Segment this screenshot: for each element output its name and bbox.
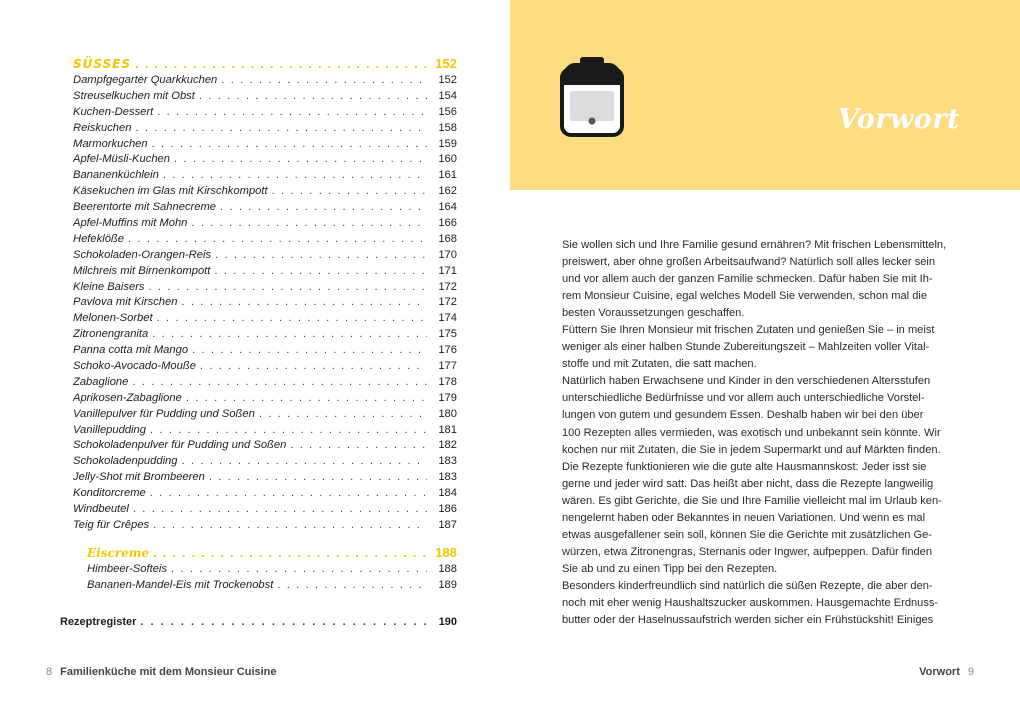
toc-entry-title: Milchreis mit Birnenkompott bbox=[73, 264, 211, 277]
toc-entry-title: Aprikosen-Zabaglione bbox=[73, 391, 182, 404]
body-line: butter oder der Haselnussaufstrich werden sicher ein Frühstückshit! Einiges bbox=[562, 614, 934, 627]
toc-entry[interactable] bbox=[73, 122, 457, 138]
toc-entry-page: 183 bbox=[438, 455, 457, 468]
toc-heading-title: Eiscreme bbox=[87, 545, 150, 560]
toc-entry-page: 174 bbox=[438, 312, 457, 325]
running-title: Familienküche mit dem Monsieur Cuisine bbox=[60, 666, 277, 678]
toc-entry-title: Reiskuchen bbox=[73, 121, 132, 134]
toc-entry[interactable] bbox=[73, 503, 457, 519]
toc-entry-page: 168 bbox=[438, 232, 457, 245]
toc-entry-title: Pavlova mit Kirschen bbox=[73, 296, 178, 309]
toc-entry-title: Marmorkuchen bbox=[73, 137, 148, 150]
toc-entry[interactable] bbox=[73, 217, 457, 233]
toc-entry-title: Apfel-Müsli-Kuchen bbox=[73, 153, 171, 166]
toc-entry-page: 184 bbox=[438, 487, 457, 500]
toc-entry-title: Windbeutel bbox=[73, 503, 129, 516]
toc-entry[interactable] bbox=[73, 408, 457, 424]
toc-entry[interactable] bbox=[73, 471, 457, 487]
toc-dot-leader bbox=[150, 424, 427, 436]
toc-entry-register[interactable] bbox=[60, 616, 457, 632]
body-line: noch mit eher wenig Haushaltszucker auskommen. Hausgemachte Erdnuss- bbox=[562, 596, 939, 609]
toc-dot-leader bbox=[214, 265, 427, 277]
toc-dot-leader bbox=[133, 503, 427, 515]
toc-entry[interactable] bbox=[73, 233, 457, 249]
toc-entry[interactable] bbox=[73, 519, 457, 535]
body-line: kochen nur mit Zutaten, die Sie in jedem Supermarkt und auf Märkten finden. bbox=[562, 443, 941, 456]
toc-dot-leader bbox=[181, 296, 427, 308]
toc-entry-title: Schokoladenpudding bbox=[73, 455, 178, 468]
toc-entry[interactable] bbox=[73, 312, 457, 328]
toc-entry-title: Vanillepudding bbox=[73, 423, 146, 436]
toc-entry[interactable] bbox=[87, 579, 457, 595]
body-line: preiswert, aber ohne großen Arbeitsaufwand? Natürlich soll alles lecker sein bbox=[562, 256, 936, 269]
toc-entry[interactable] bbox=[73, 138, 457, 154]
toc-entry-title: Streuselkuchen mit Obst bbox=[73, 89, 195, 102]
toc-entry-page: 189 bbox=[438, 578, 457, 591]
toc-entry-title: Dampfgegarter Quarkkuchen bbox=[73, 74, 218, 86]
toc-dot-leader bbox=[140, 616, 427, 628]
toc-entry-page: 161 bbox=[438, 169, 457, 182]
toc-entry-title: Melonen-Sorbet bbox=[73, 312, 153, 325]
toc-entry[interactable] bbox=[73, 201, 457, 217]
page-number: 9 bbox=[967, 666, 974, 678]
toc-entry-page: 176 bbox=[438, 344, 457, 357]
toc-entry-page: 166 bbox=[438, 217, 457, 230]
toc-entry[interactable] bbox=[73, 376, 457, 392]
toc-entry-title: Hefeklöße bbox=[73, 232, 124, 245]
toc-dot-leader bbox=[200, 360, 427, 372]
toc-entry[interactable] bbox=[73, 296, 457, 312]
toc-dot-leader bbox=[209, 471, 427, 483]
toc-entry-title: Beerentorte mit Sahnecreme bbox=[73, 201, 217, 214]
toc-entry-title: Schokoladen-Orangen-Reis bbox=[73, 248, 212, 261]
toc-entry[interactable] bbox=[73, 344, 457, 360]
footer-left bbox=[46, 666, 277, 678]
toc-entry-page: 180 bbox=[438, 407, 457, 420]
toc-dot-leader bbox=[153, 545, 427, 560]
toc-entry-title: Zitronengranita bbox=[73, 328, 149, 341]
toc-dot-leader bbox=[221, 74, 427, 86]
body-line: etwas ausgefallener sein soll, können Sie die Gerichte mit zusätzlichen Ge- bbox=[562, 528, 932, 541]
toc-entry-title: Schoko-Avocado-Mouße bbox=[73, 360, 196, 373]
toc-dot-leader bbox=[215, 249, 427, 261]
toc-entry-title: Teig für Crêpes bbox=[73, 518, 150, 531]
toc-entry-page: 164 bbox=[438, 201, 457, 214]
toc-entry[interactable] bbox=[73, 360, 457, 376]
table-of-contents bbox=[60, 56, 457, 632]
toc-entry-page: 159 bbox=[438, 137, 457, 150]
toc-entry-title: Rezeptregister bbox=[60, 615, 137, 628]
toc-dot-leader bbox=[132, 376, 427, 388]
toc-heading-title: SÜSSES bbox=[73, 57, 132, 71]
body-line: Besonders kinderfreundlich sind natürlich die süßen Rezepte, die aber den- bbox=[562, 579, 933, 592]
toc-entry-title: Konditorcreme bbox=[73, 487, 146, 500]
toc-dot-leader bbox=[186, 392, 427, 404]
toc-dot-leader bbox=[149, 281, 427, 293]
toc-dot-leader bbox=[163, 169, 427, 181]
body-line: und vor allem auch der ganzen Familie schmecken. Dafür haben Sie mit Ih- bbox=[562, 273, 933, 286]
cooking-machine-icon bbox=[560, 55, 624, 137]
toc-dot-leader bbox=[290, 439, 427, 451]
toc-dot-leader bbox=[220, 201, 427, 213]
toc-entry-title: Zabaglione bbox=[73, 375, 129, 388]
toc-dot-leader bbox=[277, 579, 427, 591]
toc-entry-page: 172 bbox=[438, 280, 457, 293]
toc-entry[interactable] bbox=[73, 153, 457, 169]
toc-entry[interactable] bbox=[73, 455, 457, 471]
chapter-title: Vorwort bbox=[837, 104, 960, 135]
body-line: nengelernt haben oder Bekanntes in neuen Variationen. Und wenn es mal bbox=[562, 511, 926, 524]
toc-entry[interactable] bbox=[73, 392, 457, 408]
toc-entry-title: Panna cotta mit Mango bbox=[73, 344, 189, 357]
running-title: Vorwort bbox=[919, 666, 960, 678]
toc-dot-leader bbox=[192, 344, 427, 356]
toc-entry[interactable] bbox=[73, 487, 457, 503]
toc-entry-title: Vanillepulver für Pudding und Soßen bbox=[73, 407, 255, 420]
toc-entry-title: Jelly-Shot mit Brombeeren bbox=[73, 471, 205, 484]
toc-entry-page: 175 bbox=[438, 328, 457, 341]
body-line: gerne und jeder wird satt. Das heißt aber nicht, dass die Rezepte langweilig bbox=[562, 477, 934, 490]
toc-entry-page: 190 bbox=[438, 615, 457, 628]
body-line: 100 Rezepten alles vermieden, was exotisch und unbekannt sein könnte. Wir bbox=[562, 426, 941, 439]
body-line: würzen, etwa Zitronengras, Sternanis oder Ingwer, aufpeppen. Dafür finden bbox=[562, 545, 933, 558]
toc-dot-leader bbox=[199, 90, 427, 102]
toc-dot-leader bbox=[174, 153, 427, 165]
toc-entry-page: 170 bbox=[438, 248, 457, 261]
toc-entry[interactable] bbox=[73, 328, 457, 344]
footer-right bbox=[919, 666, 974, 678]
toc-heading-page: 152 bbox=[435, 56, 457, 71]
page-number: 8 bbox=[46, 666, 53, 678]
toc-entry-title: Schokoladenpulver für Pudding und Soßen bbox=[73, 439, 287, 452]
toc-dot-leader bbox=[135, 122, 427, 134]
toc-entry[interactable] bbox=[73, 249, 457, 265]
toc-entry[interactable] bbox=[73, 424, 457, 440]
toc-entry-title: Apfel-Muffins mit Mohn bbox=[73, 217, 188, 230]
toc-entry-title: Kuchen-Dessert bbox=[73, 105, 154, 118]
toc-entry-page: 156 bbox=[438, 105, 457, 118]
toc-entry[interactable] bbox=[73, 90, 457, 106]
toc-entry-page: 183 bbox=[438, 471, 457, 484]
toc-section-heading-ice[interactable] bbox=[87, 545, 457, 563]
toc-entry[interactable] bbox=[73, 185, 457, 201]
toc-dot-leader bbox=[182, 455, 427, 467]
body-line: Sie wollen sich und Ihre Familie gesund ernähren? Mit frischen Lebensmitteln, bbox=[562, 239, 947, 251]
toc-entry-page: 158 bbox=[438, 121, 457, 134]
body-line: unterschiedliche Bedürfnisse und vor allem auch unterschiedliche Vorstel- bbox=[562, 392, 925, 405]
right-page bbox=[510, 0, 1020, 724]
toc-entry[interactable] bbox=[73, 169, 457, 185]
body-line: rem Monsieur Cuisine, egal welches Modell Sie verwenden, schon mal die bbox=[562, 290, 928, 303]
toc-dot-leader bbox=[259, 408, 427, 420]
toc-dot-leader bbox=[153, 519, 427, 531]
toc-register bbox=[60, 616, 457, 632]
toc-entry-title: Kleine Baisers bbox=[73, 280, 145, 293]
toc-entry-page: 152 bbox=[438, 74, 457, 86]
toc-entry-page: 171 bbox=[438, 264, 457, 277]
toc-entry[interactable] bbox=[87, 563, 457, 579]
toc-dot-leader bbox=[150, 487, 427, 499]
toc-entry[interactable] bbox=[73, 281, 457, 297]
toc-dot-leader bbox=[157, 106, 427, 118]
body-line: Natürlich haben Erwachsene und Kinder in den verschiedenen Altersstufen bbox=[562, 375, 931, 388]
body-line: lungen von gutem und gesundem Essen. Deshalb haben wir bei den über bbox=[562, 409, 924, 422]
body-line: Füttern Sie Ihren Monsieur mit frischen Zutaten und genießen Sie – in meist bbox=[562, 324, 935, 337]
toc-entry-page: 178 bbox=[438, 375, 457, 388]
toc-dot-leader bbox=[272, 185, 427, 197]
toc-dot-leader bbox=[152, 328, 427, 340]
body-line: stoffe und mit Zutaten, die satt machen. bbox=[562, 358, 757, 371]
toc-ice-list bbox=[87, 563, 457, 595]
body-line: weniger als einer halben Stunde Zubereitungszeit – Mahlzeiten voller Vital- bbox=[562, 341, 930, 354]
toc-dot-leader bbox=[128, 233, 427, 245]
toc-dot-leader bbox=[135, 56, 427, 71]
toc-entry[interactable] bbox=[73, 265, 457, 281]
toc-section-heading-sweets[interactable] bbox=[73, 56, 457, 74]
body-line: wären. Es gibt Gerichte, die Sie und Ihre Familie vielleicht mal im Urlaub ken- bbox=[562, 494, 942, 507]
toc-dot-leader bbox=[157, 312, 427, 324]
toc-sweets-list bbox=[73, 74, 457, 535]
body-line: Die Rezepte funktionieren wie die gute alte Hausmannskost: Jeder isst sie bbox=[562, 460, 927, 473]
toc-entry[interactable] bbox=[73, 74, 457, 90]
toc-entry-page: 181 bbox=[438, 423, 457, 436]
chapter-banner bbox=[510, 0, 1020, 190]
toc-entry-page: 154 bbox=[438, 89, 457, 102]
toc-entry-title: Bananen-Mandel-Eis mit Trockenobst bbox=[87, 578, 274, 591]
toc-entry-page: 186 bbox=[438, 503, 457, 516]
toc-entry-page: 179 bbox=[438, 391, 457, 404]
toc-entry-page: 182 bbox=[438, 439, 457, 452]
toc-entry[interactable] bbox=[73, 106, 457, 122]
toc-dot-leader bbox=[171, 563, 427, 575]
toc-entry-page: 172 bbox=[438, 296, 457, 309]
toc-entry-page: 188 bbox=[438, 562, 457, 575]
toc-entry-page: 177 bbox=[438, 360, 457, 373]
body-line: besten Voraussetzungen geschaffen. bbox=[562, 307, 745, 320]
toc-entry-title: Bananenküchlein bbox=[73, 169, 159, 182]
toc-entry-title: Himbeer-Softeis bbox=[87, 562, 168, 575]
toc-dot-leader bbox=[191, 217, 427, 229]
toc-ice-block bbox=[87, 545, 457, 595]
toc-entry-page: 160 bbox=[438, 153, 457, 166]
toc-entry[interactable] bbox=[73, 439, 457, 455]
toc-entry-title: Käsekuchen im Glas mit Kirschkompott bbox=[73, 185, 268, 198]
body-line: Sie ab und zu einen Tipp bei den Rezepten. bbox=[562, 562, 778, 575]
toc-dot-leader bbox=[152, 138, 427, 150]
toc-entry-page: 187 bbox=[438, 518, 457, 531]
toc-heading-page: 188 bbox=[435, 544, 457, 560]
toc-entry-page: 162 bbox=[438, 185, 457, 198]
preface-body-text bbox=[562, 237, 972, 629]
